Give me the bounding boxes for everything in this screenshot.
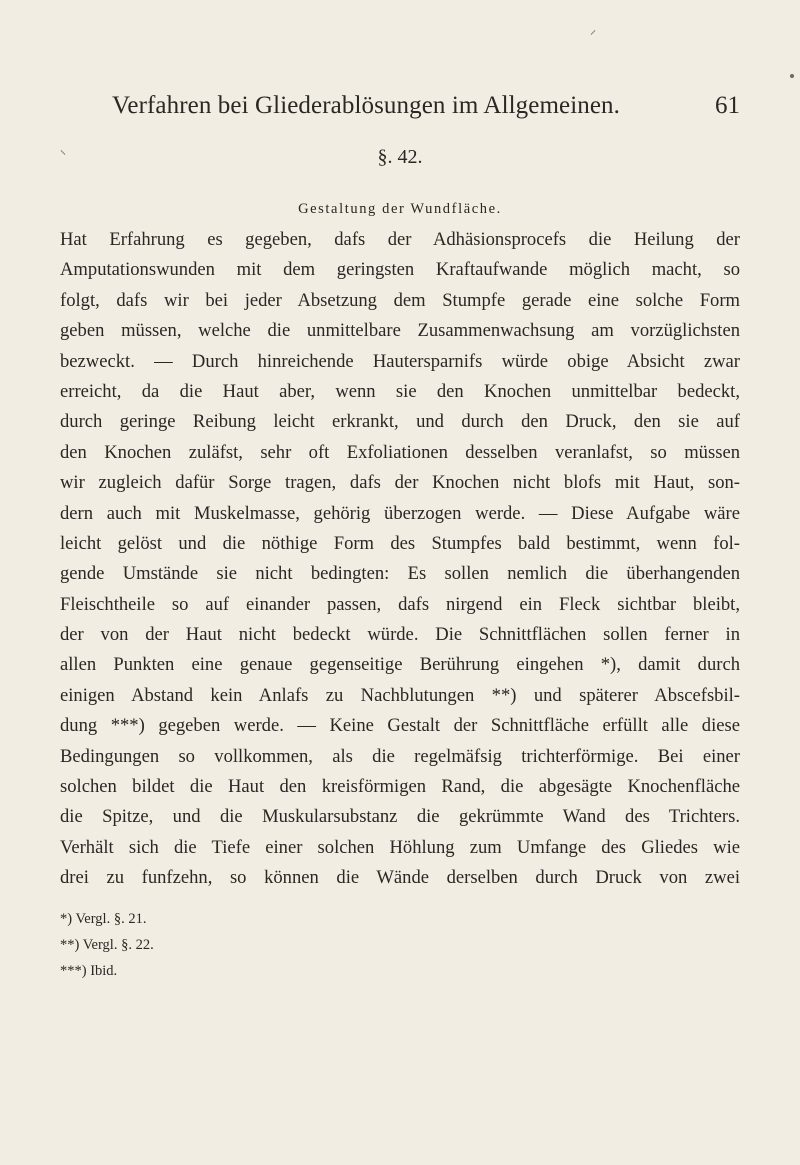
text-line: dung ***) gegeben werde. — Keine Gestalt der Schnittfläche erfüllt alle diese: [60, 715, 740, 737]
text-line: Verhält sich die Tiefe einer solchen Höhlung zum Umfange des Gliedes wie: [60, 836, 740, 858]
text-line: wir zugleich dafür Sorge tragen, dafs der Knochen nicht blofs mit Haut, son-: [60, 472, 740, 494]
text-line: der von der Haut nicht bedeckt würde. Die Schnittflächen sollen ferner in: [60, 624, 740, 646]
text-line: Fleischtheile so auf einander passen, dafs nirgend ein Fleck sichtbar bleibt,: [60, 593, 740, 615]
footnote: **) Vergl. §. 22.: [60, 937, 154, 953]
text-line: durch geringe Reibung leicht erkrankt, und durch den Druck, den sie auf: [60, 411, 740, 433]
text-line: allen Punkten eine genaue gegenseitige Berührung eingehen *), damit durch: [60, 654, 740, 676]
text-line: dern auch mit Muskelmasse, gehörig überzogen werde. — Diese Aufgabe wäre: [60, 502, 740, 524]
text-line: den Knochen zuläfst, sehr oft Exfoliationen desselben veranlafst, so müssen: [60, 441, 740, 463]
footnotes: [60, 906, 460, 984]
text-line: einigen Abstand kein Anlafs zu Nachblutungen **) und späterer Abscefsbil-: [60, 684, 740, 706]
text-line: drei zu funfzehn, so können die Wände derselben durch Druck von zwei: [60, 867, 740, 889]
text-line: Amputationswunden mit dem geringsten Kraftaufwande möglich macht, so: [60, 259, 740, 281]
running-header: [60, 92, 740, 132]
footnote: *) Vergl. §. 21.: [60, 911, 147, 927]
text-line: geben müssen, welche die unmittelbare Zusammenwachsung am vorzüglichsten: [60, 320, 740, 342]
text-line: gende Umstände sie nicht bedingten: Es sollen nemlich die überhangenden: [60, 563, 740, 585]
section-heading: Gestaltung der Wundfläche.: [298, 201, 502, 217]
text-line: bezweckt. — Durch hinreichende Hautersparnifs würde obige Absicht zwar: [60, 350, 740, 372]
text-line: erreicht, da die Haut aber, wenn sie den Knochen unmittelbar bedeckt,: [60, 380, 740, 402]
footnote: ***) Ibid.: [60, 963, 118, 979]
text-line: solchen bildet die Haut den kreisförmigen Rand, die abgesägte Knochenfläche: [60, 776, 740, 798]
section-number: §. 42.: [377, 146, 423, 168]
page-speck: [591, 30, 596, 35]
page-number: 61: [715, 92, 740, 119]
text-line: folgt, dafs wir bei jeder Absetzung dem Stumpfe gerade eine solche Form: [60, 289, 740, 311]
text-line: Hat Erfahrung es gegeben, dafs der Adhäsionsprocefs die Heilung der: [60, 229, 740, 250]
page-speck: [790, 74, 794, 78]
text-line: Bedingungen so vollkommen, als die regelmäfsig trichterförmige. Bei einer: [60, 745, 740, 767]
running-title: Verfahren bei Gliederablösungen im Allgemeinen.: [112, 92, 621, 119]
body-text: [60, 225, 740, 894]
text-line: die Spitze, und die Muskularsubstanz die gekrümmte Wand des Trichters.: [60, 806, 740, 828]
text-line: leicht gelöst und die nöthige Form des Stumpfes bald bestimmt, wenn fol-: [60, 532, 740, 554]
